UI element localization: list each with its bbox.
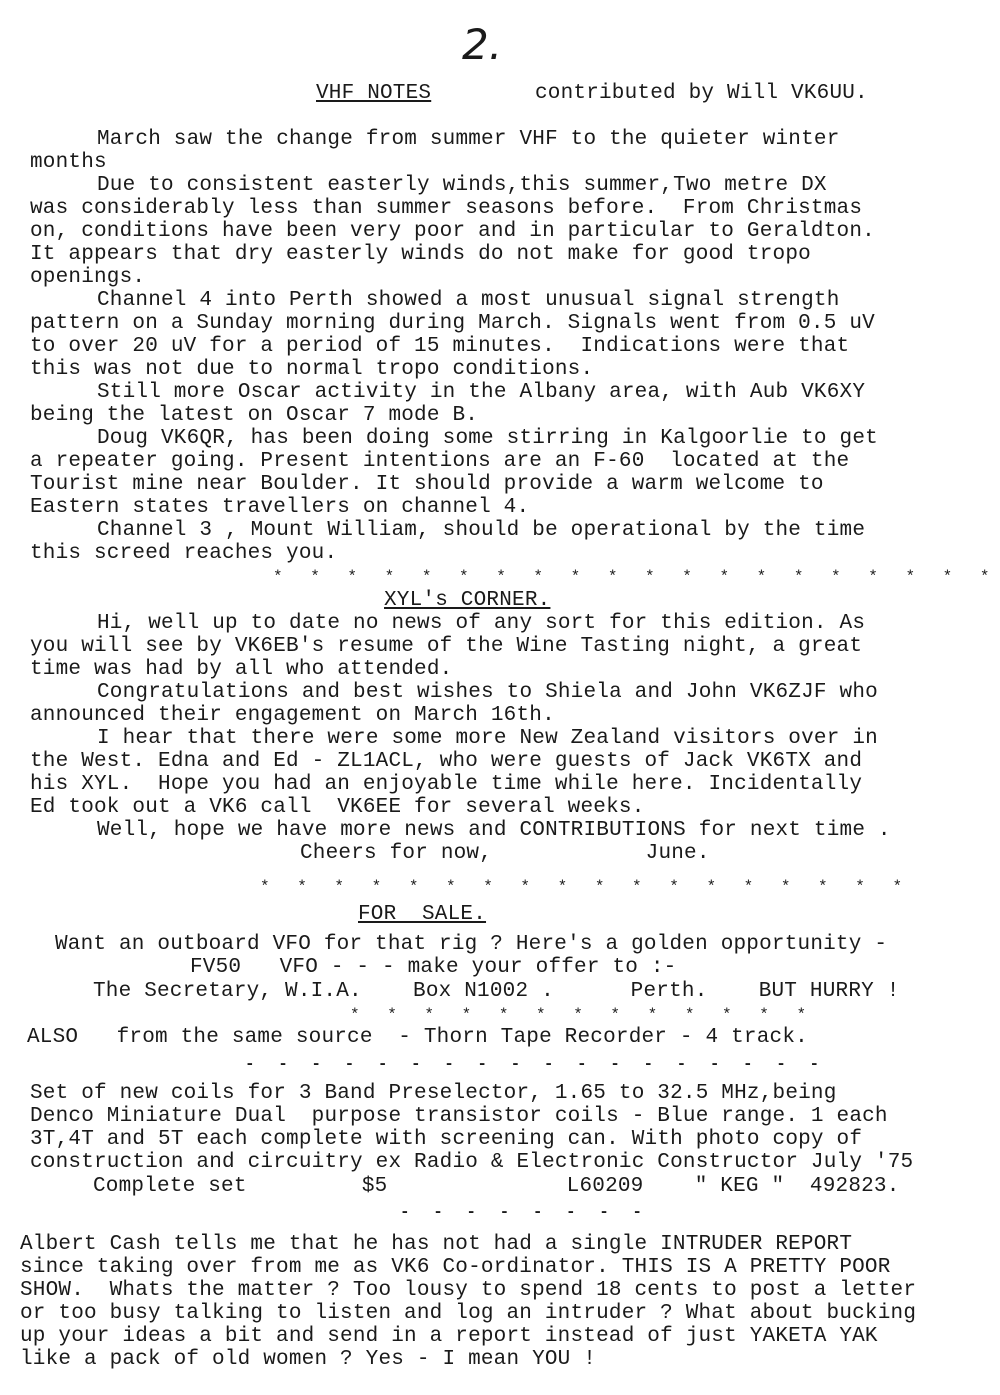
xyl-line: Congratulations and best wishes to Shiela and John VK6ZJF who <box>97 681 878 704</box>
sale-also-line: ALSO from the same source - Thorn Tape Recorder - 4 track. <box>27 1026 808 1049</box>
xyl-line: the West. Edna and Ed - ZL1ACL, who were guests of Jack VK6TX and <box>30 750 863 773</box>
xyl-corner-title: XYL's CORNER. <box>384 589 551 612</box>
vhf-line: months <box>30 151 107 174</box>
for-sale-title: FOR SALE. <box>358 903 487 926</box>
intruder-line: up your ideas a bit and send in a report instead of just YAKETA YAK <box>20 1325 878 1348</box>
xyl-line: you will see by VK6EB's resume of the Wine Tasting night, a great <box>30 635 863 658</box>
vhf-line: Channel 4 into Perth showed a most unusual signal strength <box>97 289 840 312</box>
vhf-line: pattern on a Sunday morning during March. Signals went from 0.5 uV <box>30 312 875 335</box>
vhf-line: to over 20 uV for a period of 15 minutes. Indications were that <box>30 335 850 358</box>
star-separator: * * * * * * * * * * * * * <box>350 1006 816 1024</box>
vhf-line: March saw the change from summer VHF to the quieter winter <box>97 128 840 151</box>
xyl-line: announced their engagement on March 16th. <box>30 704 555 727</box>
vhf-line: Due to consistent easterly winds,this summer,Two metre DX <box>97 174 827 197</box>
intruder-line: SHOW. Whats the matter ? Too lousy to spend 18 cents to post a letter <box>20 1279 917 1302</box>
xyl-line: I hear that there were some more New Zealand visitors over in <box>97 727 878 750</box>
vhf-line: Doug VK6QR, has been doing some stirring in Kalgoorlie to get <box>97 427 878 450</box>
xyl-line: his XYL. Hope you had an enjoyable time while here. Incidentally <box>30 773 863 796</box>
vhf-notes-byline: contributed by Will VK6UU. <box>535 82 868 105</box>
coils-price-line: Complete set $5 L60209 " KEG " 492823. <box>93 1175 900 1198</box>
page-number: 2. <box>462 20 503 69</box>
sale-line: Want an outboard VFO for that rig ? Here's a golden opportunity - <box>55 933 888 956</box>
vhf-line: was considerably less than summer seasons before. From Christmas <box>30 197 863 220</box>
dash-separator: - - - - - - - - <box>400 1203 650 1221</box>
vhf-line: this screed reaches you. <box>30 542 338 565</box>
coils-line: 3T,4T and 5T each complete with screening can. With photo copy of <box>30 1128 863 1151</box>
coils-line: Denco Miniature Dual purpose transistor coils - Blue range. 1 each <box>30 1105 888 1128</box>
intruder-line: like a pack of old women ? Yes - I mean YOU ! <box>20 1348 597 1371</box>
vhf-line: Eastern states travellers on channel 4. <box>30 496 530 519</box>
vhf-line: this was not due to normal tropo conditions. <box>30 358 594 381</box>
intruder-line: or too busy talking to listen and log an intruder ? What about bucking <box>20 1302 917 1325</box>
vhf-line: openings. <box>30 266 146 289</box>
sale-line: The Secretary, W.I.A. Box N1002 . Perth. BUT HURRY ! <box>93 980 900 1003</box>
vhf-line: being the latest on Oscar 7 mode B. <box>30 404 479 427</box>
sale-line: FV50 VFO - - - make your offer to :- <box>190 956 677 979</box>
coils-line: Set of new coils for 3 Band Preselector, 1.65 to 32.5 MHz,being <box>30 1082 837 1105</box>
intruder-line: Albert Cash tells me that he has not had a single INTRUDER REPORT <box>20 1233 853 1256</box>
vhf-line: a repeater going. Present intentions are an F-60 located at the <box>30 450 850 473</box>
star-separator: * * * * * * * * * * * * * * * * * * * * <box>273 568 999 586</box>
coils-line: construction and circuitry ex Radio & Electronic Constructor July '75 <box>30 1151 914 1174</box>
star-separator: * * * * * * * * * * * * * * * * * * <box>260 878 912 896</box>
vhf-line: Channel 3 , Mount William, should be operational by the time <box>97 519 866 542</box>
xyl-line: Well, hope we have more news and CONTRIBUTIONS for next time . <box>97 819 891 842</box>
vhf-line: It appears that dry easterly winds do not make for good tropo <box>30 243 811 266</box>
xyl-line: Hi, well up to date no news of any sort for this edition. As <box>97 612 866 635</box>
dash-separator: - - - - - - - - - - - - - - - - - - <box>245 1055 827 1073</box>
vhf-notes-title: VHF NOTES <box>316 82 432 105</box>
xyl-signoff: Cheers for now, June. <box>300 842 710 865</box>
vhf-line: on, conditions have been very poor and in particular to Geraldton. <box>30 220 875 243</box>
xyl-line: Ed took out a VK6 call VK6EE for several weeks. <box>30 796 645 819</box>
vhf-line: Still more Oscar activity in the Albany area, with Aub VK6XY <box>97 381 866 404</box>
intruder-line: since taking over from me as VK6 Co-ordinator. THIS IS A PRETTY POOR <box>20 1256 891 1279</box>
vhf-line: Tourist mine near Boulder. It should provide a warm welcome to <box>30 473 824 496</box>
xyl-line: time was had by all who attended. <box>30 658 453 681</box>
